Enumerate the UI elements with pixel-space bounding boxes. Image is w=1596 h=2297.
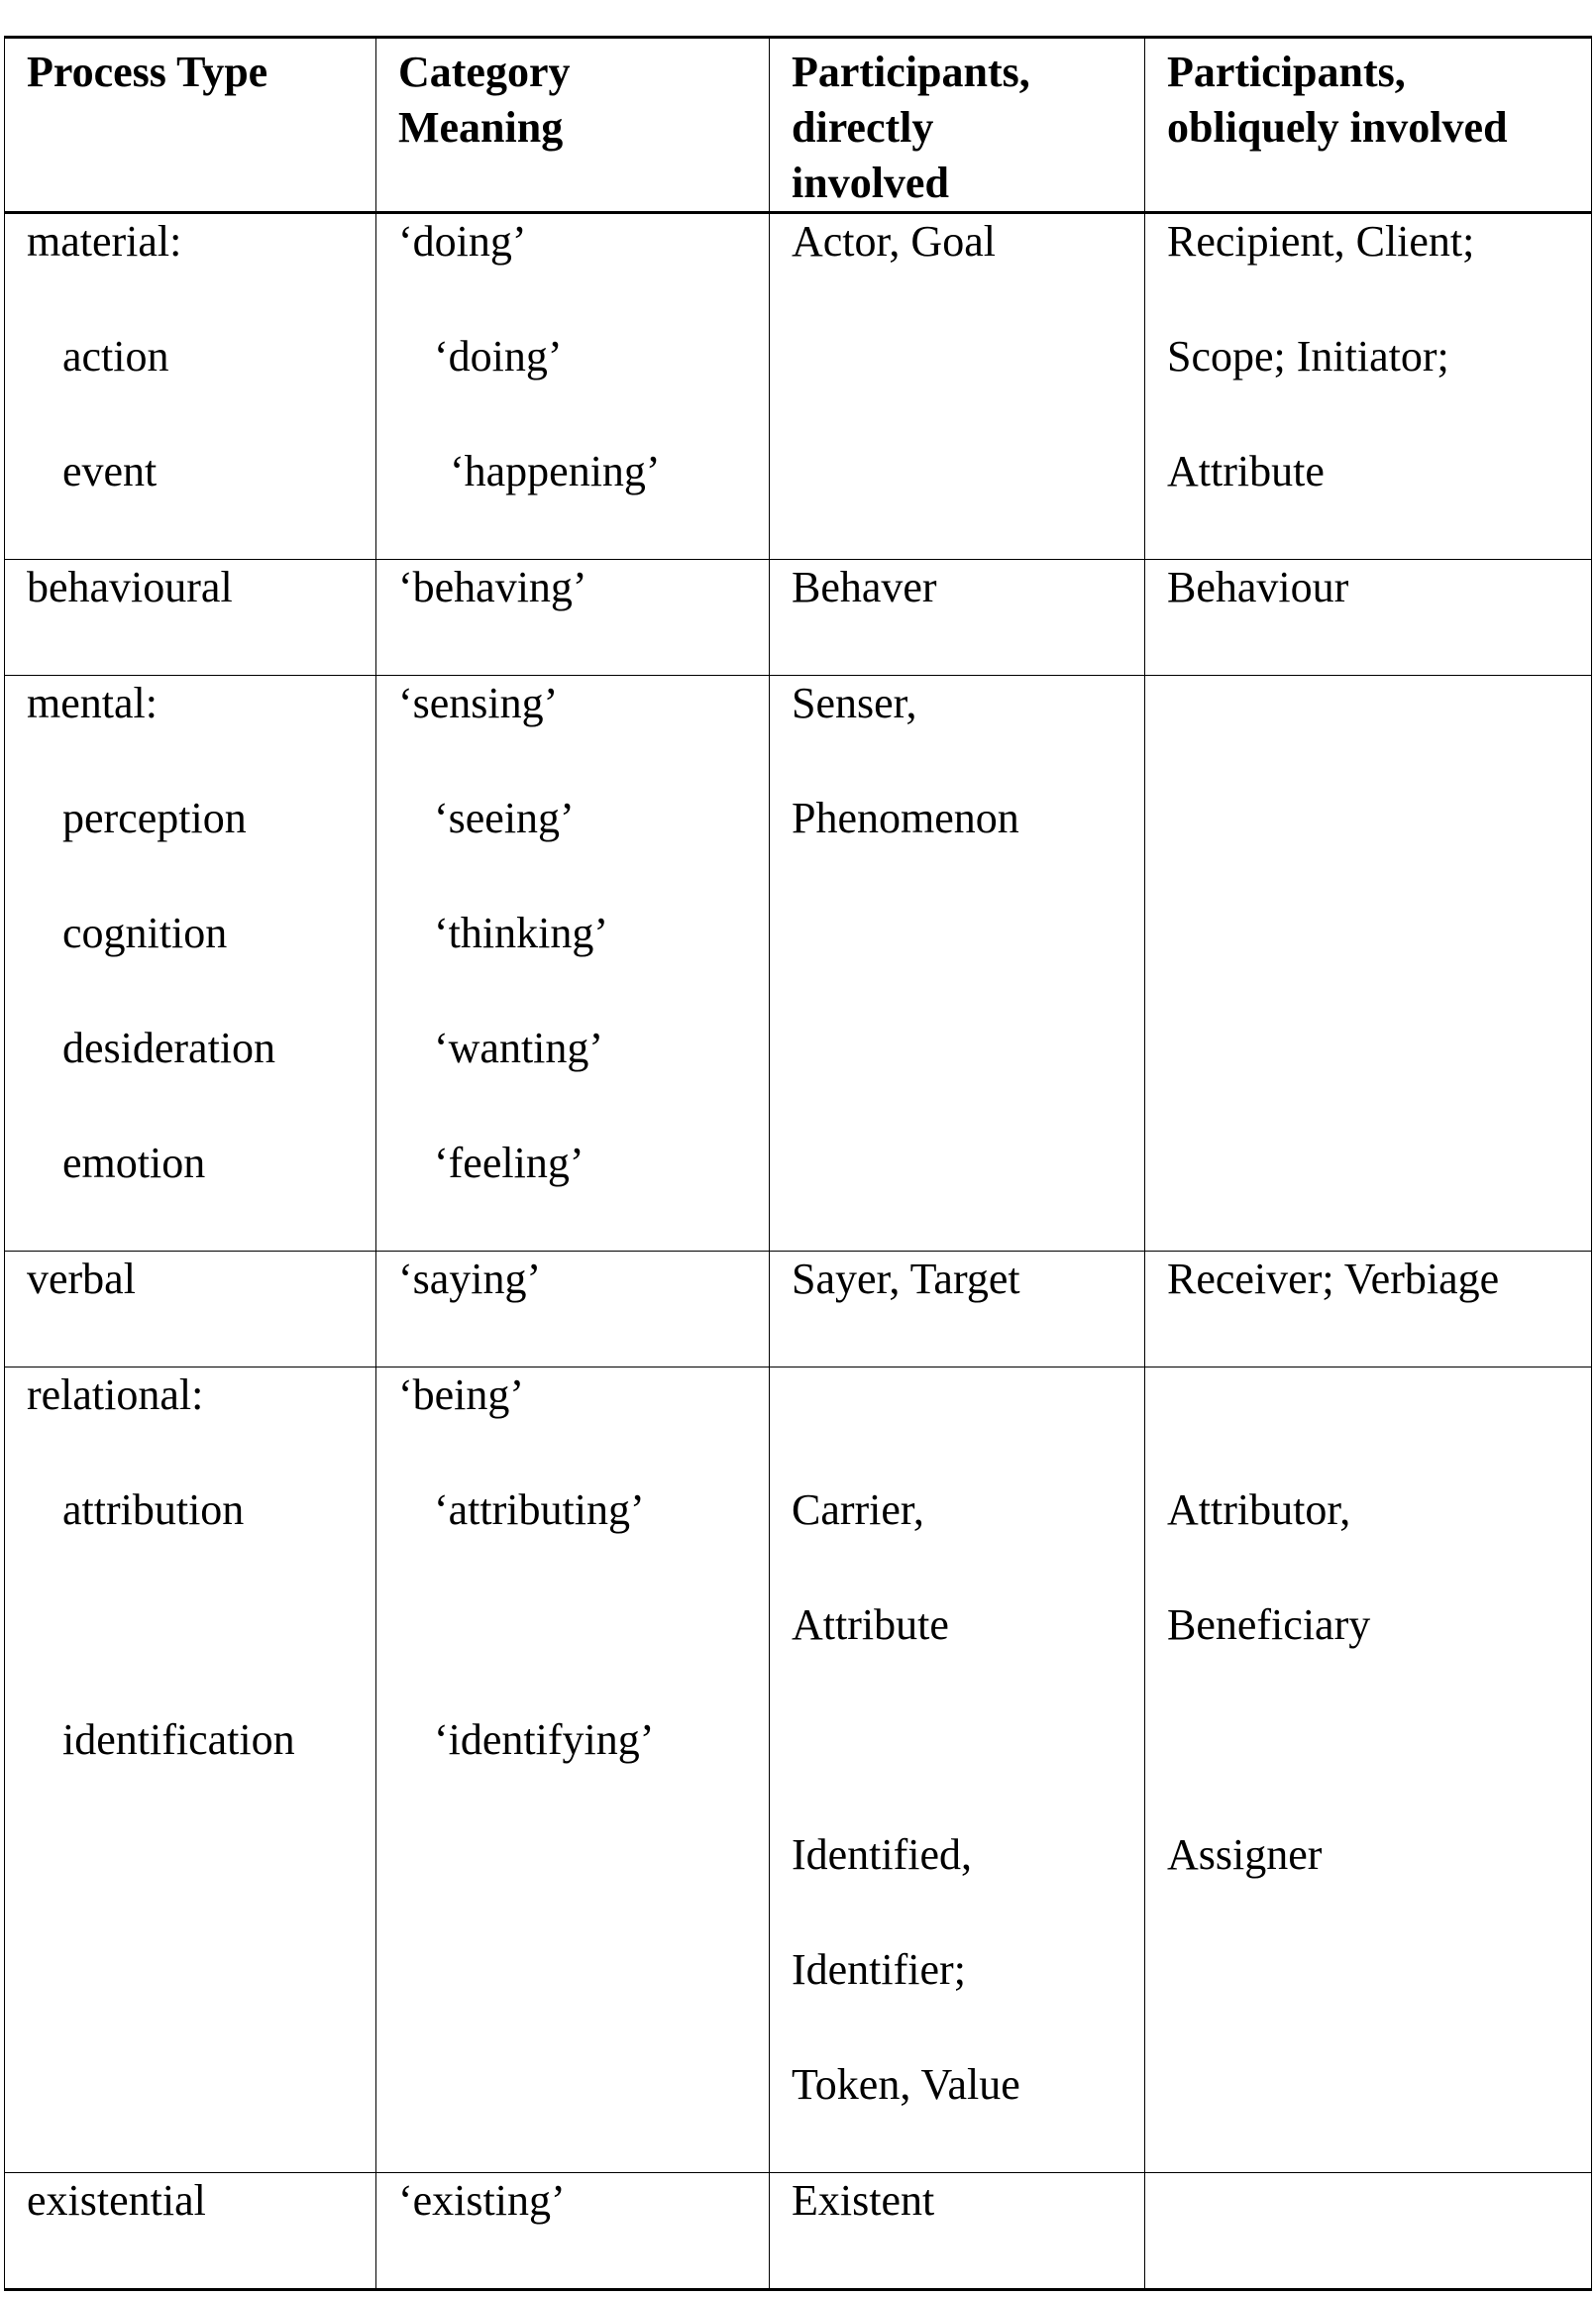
cell-process-type bbox=[5, 560, 376, 676]
cell-line: ‘happening’ bbox=[450, 447, 661, 495]
cell-line: Behaviour bbox=[1167, 563, 1349, 611]
cell-process-type bbox=[5, 2173, 376, 2290]
header-process-type bbox=[5, 38, 376, 213]
cell-line: Sayer, Target bbox=[792, 1255, 1020, 1303]
cell-line: emotion bbox=[62, 1139, 206, 1187]
cell-line: Token, Value bbox=[792, 2060, 1020, 2109]
cell-line: Identifier; bbox=[792, 1945, 966, 1994]
cell-line: ‘doing’ bbox=[398, 217, 527, 266]
header-participants-oblique bbox=[1145, 38, 1592, 213]
cell-process-type bbox=[5, 676, 376, 1252]
cell-line: Actor, Goal bbox=[792, 217, 996, 266]
cell-line: cognition bbox=[62, 909, 228, 957]
cell-category-meaning bbox=[376, 2173, 770, 2290]
cell-line: Attribute bbox=[1167, 447, 1325, 495]
cell-line: verbal bbox=[27, 1255, 136, 1303]
cell-participants-oblique bbox=[1145, 1367, 1592, 2173]
cell-category-meaning bbox=[376, 1367, 770, 2173]
cell-line: ‘seeing’ bbox=[434, 794, 575, 842]
cell-participants-direct bbox=[770, 560, 1145, 676]
header-line: Category bbox=[398, 48, 571, 96]
cell-participants-direct bbox=[770, 1367, 1145, 2173]
cell-line: identification bbox=[62, 1715, 295, 1764]
table-row-behavioural bbox=[5, 560, 1592, 676]
cell-participants-oblique bbox=[1145, 560, 1592, 676]
cell-line: Phenomenon bbox=[792, 794, 1019, 842]
header-category-meaning bbox=[376, 38, 770, 213]
cell-line: relational: bbox=[27, 1370, 204, 1419]
cell-line: ‘behaving’ bbox=[398, 563, 587, 611]
cell-line: attribution bbox=[62, 1485, 245, 1534]
cell-line: Assigner bbox=[1167, 1830, 1323, 1879]
cell-line: desideration bbox=[62, 1024, 276, 1072]
cell-line: ‘identifying’ bbox=[434, 1715, 655, 1764]
table-header-row bbox=[5, 38, 1592, 213]
table-row-relational bbox=[5, 1367, 1592, 2173]
cell-line: ‘wanting’ bbox=[434, 1024, 604, 1072]
cell-line: Behaver bbox=[792, 563, 937, 611]
cell-line: Attributor, bbox=[1167, 1485, 1351, 1534]
cell-line: ‘attributing’ bbox=[434, 1485, 645, 1534]
process-types-table bbox=[4, 36, 1592, 2291]
cell-line: ‘being’ bbox=[398, 1370, 525, 1419]
cell-participants-oblique bbox=[1145, 1252, 1592, 1367]
cell-participants-direct bbox=[770, 2173, 1145, 2290]
cell-line: material: bbox=[27, 217, 182, 266]
cell-process-type bbox=[5, 1252, 376, 1367]
cell-line: mental: bbox=[27, 679, 158, 727]
cell-line: perception bbox=[62, 794, 247, 842]
cell-line: Recipient, Client; bbox=[1167, 217, 1475, 266]
cell-participants-oblique bbox=[1145, 676, 1592, 1252]
header-line: Participants, bbox=[1167, 48, 1406, 96]
table-row-existential bbox=[5, 2173, 1592, 2290]
cell-category-meaning bbox=[376, 1252, 770, 1367]
cell-line: action bbox=[62, 332, 169, 381]
cell-participants-direct bbox=[770, 1252, 1145, 1367]
cell-line: Scope; Initiator; bbox=[1167, 332, 1449, 381]
header-line: Meaning bbox=[398, 103, 564, 152]
cell-line: Senser, bbox=[792, 679, 917, 727]
cell-line: behavioural bbox=[27, 563, 233, 611]
table-row-mental bbox=[5, 676, 1592, 1252]
header-line: involved bbox=[792, 159, 949, 207]
cell-line: ‘sensing’ bbox=[398, 679, 559, 727]
cell-participants-oblique bbox=[1145, 2173, 1592, 2290]
cell-process-type bbox=[5, 1367, 376, 2173]
cell-participants-direct bbox=[770, 676, 1145, 1252]
cell-line: ‘existing’ bbox=[398, 2176, 566, 2225]
cell-line: Carrier, bbox=[792, 1485, 924, 1534]
header-line: obliquely involved bbox=[1167, 103, 1508, 152]
cell-category-meaning bbox=[376, 213, 770, 560]
cell-category-meaning bbox=[376, 560, 770, 676]
cell-line: ‘saying’ bbox=[398, 1255, 542, 1303]
cell-category-meaning bbox=[376, 676, 770, 1252]
cell-line: ‘doing’ bbox=[434, 332, 563, 381]
header-line: Participants, bbox=[792, 48, 1030, 96]
cell-participants-oblique bbox=[1145, 213, 1592, 560]
cell-process-type bbox=[5, 213, 376, 560]
cell-line: Beneficiary bbox=[1167, 1600, 1371, 1649]
cell-line: existential bbox=[27, 2176, 206, 2225]
cell-participants-direct bbox=[770, 213, 1145, 560]
cell-line: Attribute bbox=[792, 1600, 949, 1649]
header-line: Process Type bbox=[27, 48, 268, 96]
cell-line: Identified, bbox=[792, 1830, 973, 1879]
cell-line: ‘feeling’ bbox=[434, 1139, 585, 1187]
cell-line: Existent bbox=[792, 2176, 935, 2225]
cell-line: Receiver; Verbiage bbox=[1167, 1255, 1500, 1303]
cell-line: ‘thinking’ bbox=[434, 909, 608, 957]
table-row-material bbox=[5, 213, 1592, 560]
table-row-verbal bbox=[5, 1252, 1592, 1367]
header-participants-direct bbox=[770, 38, 1145, 213]
cell-line: event bbox=[62, 447, 158, 495]
header-line: directly bbox=[792, 103, 934, 152]
